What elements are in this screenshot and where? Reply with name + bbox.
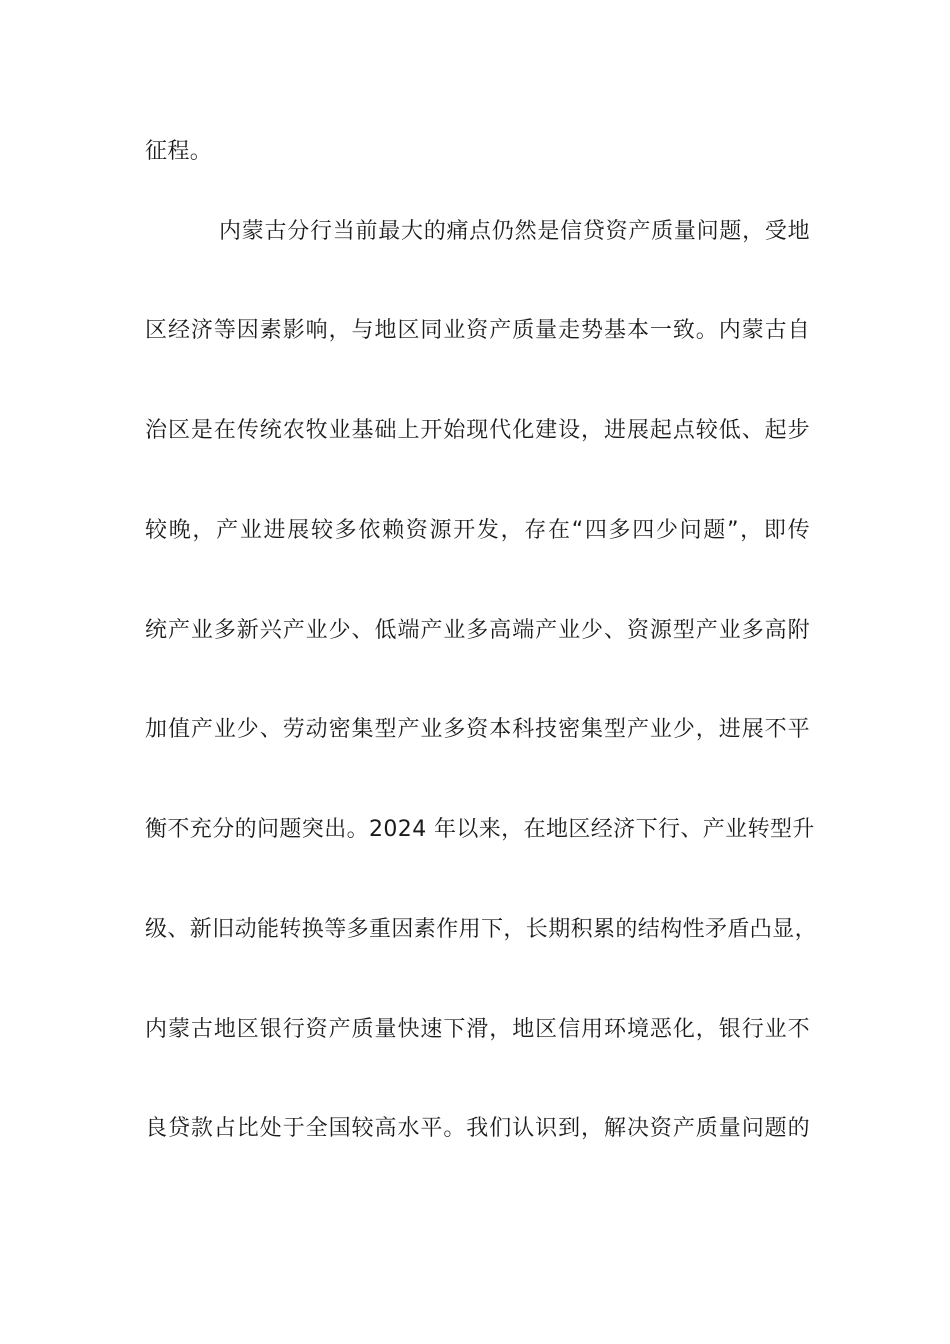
text-line: 统产业多新兴产业少、低端产业多高端产业少、资源型产业多高附 (145, 618, 810, 643)
text-line: 级、新旧动能转换等多重因素作用下，长期积累的结构性矛盾凸显， (145, 917, 818, 942)
text-line: 衡不充分的问题突出。2024 年以来，在地区经济下行、产业转型升 (145, 817, 815, 842)
text-line: 加值产业少、劳动密集型产业多资本科技密集型产业少，进展不平 (145, 717, 810, 742)
text-line: 征程。 (145, 139, 213, 164)
text-line: 内蒙古地区银行资产质量快速下滑，地区信用环境恶化，银行业不 (145, 1017, 810, 1042)
text-line: 区经济等因素影响，与地区同业资产质量走势基本一致。内蒙古自 (145, 318, 810, 343)
text-line: 良贷款占比处于全国较高水平。我们认识到，解决资产质量问题的 (145, 1116, 810, 1141)
text-line: 较晚，产业进展较多依赖资源开发，存在“四多四少问题”，即传 (145, 518, 810, 543)
text-line: 治区是在传统农牧业基础上开始现代化建设，进展起点较低、起步 (145, 418, 810, 443)
paragraph-first-line: 内蒙古分行当前最大的痛点仍然是信贷资产质量问题，受地 (219, 219, 810, 244)
